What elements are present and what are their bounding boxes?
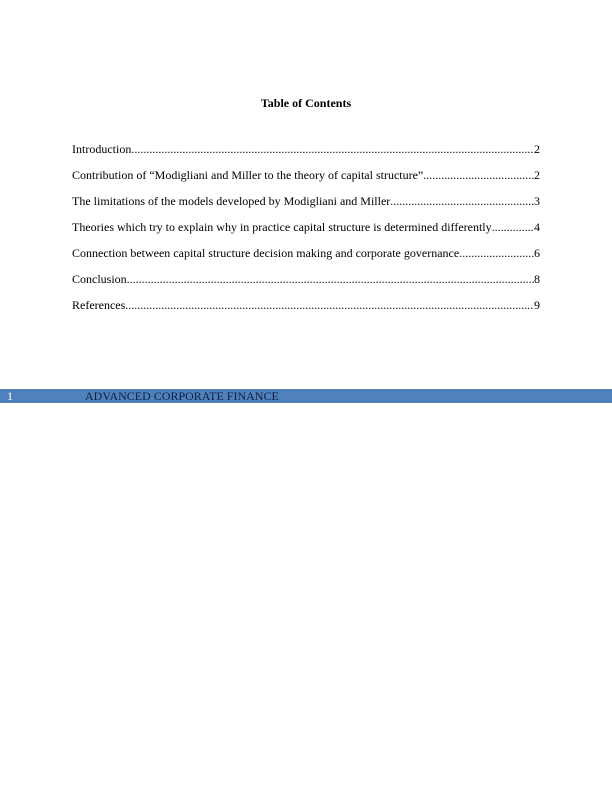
toc-entry-page: 9 xyxy=(534,298,540,312)
toc-entry-page: 2 xyxy=(534,142,540,156)
toc-entry-contribution[interactable] xyxy=(72,167,540,193)
toc-entry-label: Theories which try to explain why in practice capital structure is determined differently xyxy=(72,220,492,234)
toc-entry-label: Contribution of “Modigliani and Miller to the theory of capital structure” xyxy=(72,168,424,182)
toc-dot-leader xyxy=(131,141,534,157)
toc-entry-conclusion[interactable] xyxy=(72,271,540,297)
toc-dot-leader xyxy=(459,245,534,261)
toc-list xyxy=(72,141,540,323)
toc-entry-label: Introduction xyxy=(72,142,132,156)
footer-bar xyxy=(0,389,612,403)
toc-entry-introduction[interactable] xyxy=(72,141,540,167)
footer-page-number: 1 xyxy=(7,389,13,403)
toc-entry-page: 3 xyxy=(534,194,540,208)
toc-entry-theories[interactable] xyxy=(72,219,540,245)
toc-dot-leader xyxy=(390,193,534,209)
toc-entry-label: References xyxy=(72,298,126,312)
toc-dot-leader xyxy=(125,297,534,313)
footer-document-title: ADVANCED CORPORATE FINANCE xyxy=(85,389,279,403)
toc-entry-page: 2 xyxy=(534,168,540,182)
toc-entry-limitations[interactable] xyxy=(72,193,540,219)
toc-entry-references[interactable] xyxy=(72,297,540,323)
toc-entry-label: Connection between capital structure decision making and corporate governance xyxy=(72,246,460,260)
toc-dot-leader xyxy=(492,219,534,235)
toc-title: Table of Contents xyxy=(260,96,352,110)
toc-entry-page: 4 xyxy=(534,220,540,234)
toc-entry-label: The limitations of the models developed by Modigliani and Miller xyxy=(72,194,391,208)
toc-entry-label: Conclusion xyxy=(72,272,127,286)
toc-entry-page: 6 xyxy=(534,246,540,260)
toc-entry-connection[interactable] xyxy=(72,245,540,271)
toc-dot-leader xyxy=(127,271,534,287)
toc-dot-leader xyxy=(423,167,534,183)
toc-entry-page: 8 xyxy=(534,272,540,286)
